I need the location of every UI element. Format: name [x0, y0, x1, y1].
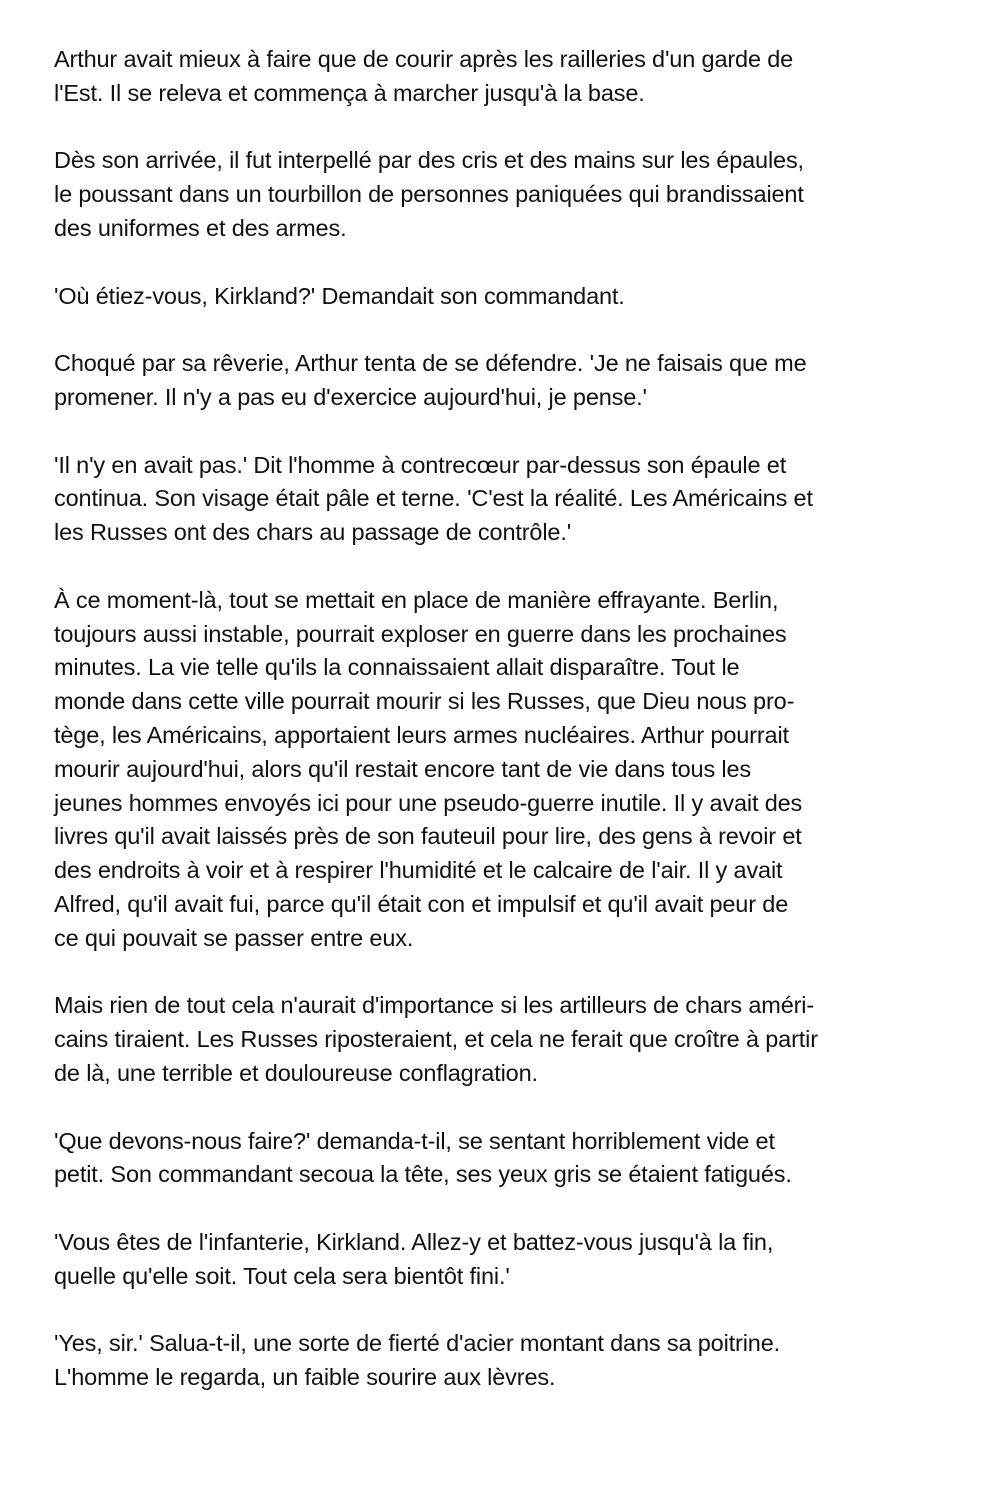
- text-line: quelle qu'elle soit. Tout cela sera bientôt fini.': [54, 1262, 510, 1289]
- text-line: 'Il n'y en avait pas.' Dit l'homme à contrecœur par-dessus son épaule et: [54, 451, 787, 478]
- text-line: de là, une terrible et douloureuse conflagration.: [54, 1059, 538, 1086]
- text-line: toujours aussi instable, pourrait exploser en guerre dans les prochaines: [54, 620, 787, 647]
- paragraph: [54, 1327, 964, 1395]
- paragraph: [54, 584, 964, 956]
- text-line: 'Yes, sir.' Salua-t-il, une sorte de fierté d'acier montant dans sa poitrine.: [54, 1330, 781, 1357]
- text-line: promener. Il n'y a pas eu d'exercice aujourd'hui, je pense.': [54, 383, 647, 410]
- text-line: Alfred, qu'il avait fui, parce qu'il était con et impulsif et qu'il avait peur de: [54, 890, 789, 917]
- text-line: monde dans cette ville pourrait mourir si les Russes, que Dieu nous pro-: [54, 688, 795, 715]
- text-line: À ce moment-là, tout se mettait en place de manière effrayante. Berlin,: [54, 586, 779, 613]
- document-page: [54, 43, 964, 1429]
- text-line: jeunes hommes envoyés ici pour une pseudo-guerre inutile. Il y avait des: [54, 789, 803, 816]
- text-line: des endroits à voir et à respirer l'humidité et le calcaire de l'air. Il y avait: [54, 857, 783, 884]
- text-line: cains tiraient. Les Russes riposteraient, et cela ne ferait que croître à partir: [54, 1026, 818, 1053]
- paragraph: [54, 347, 964, 415]
- text-line: continua. Son visage était pâle et terne. 'C'est la réalité. Les Américains et: [54, 485, 813, 512]
- text-line: 'Où étiez-vous, Kirkland?' Demandait son commandant.: [54, 282, 625, 309]
- paragraph: [54, 989, 964, 1090]
- paragraph: [54, 280, 964, 314]
- text-line: Arthur avait mieux à faire que de courir après les railleries d'un garde de: [54, 46, 794, 72]
- text-line: mourir aujourd'hui, alors qu'il restait encore tant de vie dans tous les: [54, 755, 752, 782]
- paragraph: [54, 43, 964, 111]
- text-line: Choqué par sa rêverie, Arthur tenta de se défendre. 'Je ne faisais que me: [54, 350, 807, 377]
- text-line: livres qu'il avait laissés près de son fauteuil pour lire, des gens à revoir et: [54, 823, 802, 850]
- text-line: 'Vous êtes de l'infanterie, Kirkland. Allez-y et battez-vous jusqu'à la fin,: [54, 1228, 774, 1255]
- text-line: petit. Son commandant secoua la tête, ses yeux gris se étaient fatigués.: [54, 1161, 792, 1188]
- text-line: tège, les Américains, apportaient leurs armes nucléaires. Arthur pourrait: [54, 721, 789, 748]
- text-line: minutes. La vie telle qu'ils la connaissaient allait disparaître. Tout le: [54, 654, 740, 681]
- text-line: l'Est. Il se releva et commença à marcher jusqu'à la base.: [54, 79, 645, 106]
- paragraph: [54, 1226, 964, 1294]
- text-line: le poussant dans un tourbillon de personnes paniquées qui brandissaient: [54, 181, 804, 208]
- text-line: ce qui pouvait se passer entre eux.: [54, 924, 414, 951]
- text-line: Dès son arrivée, il fut interpellé par des cris et des mains sur les épaules,: [54, 147, 804, 174]
- paragraph: [54, 144, 964, 245]
- paragraph: [54, 1125, 964, 1193]
- text-line: L'homme le regarda, un faible sourire aux lèvres.: [54, 1364, 556, 1391]
- text-line: des uniformes et des armes.: [54, 214, 347, 241]
- text-line: les Russes ont des chars au passage de contrôle.': [54, 519, 572, 546]
- text-line: 'Que devons-nous faire?' demanda-t-il, se sentant horriblement vide et: [54, 1127, 775, 1154]
- paragraph: [54, 449, 964, 550]
- text-line: Mais rien de tout cela n'aurait d'importance si les artilleurs de chars améri-: [54, 992, 815, 1019]
